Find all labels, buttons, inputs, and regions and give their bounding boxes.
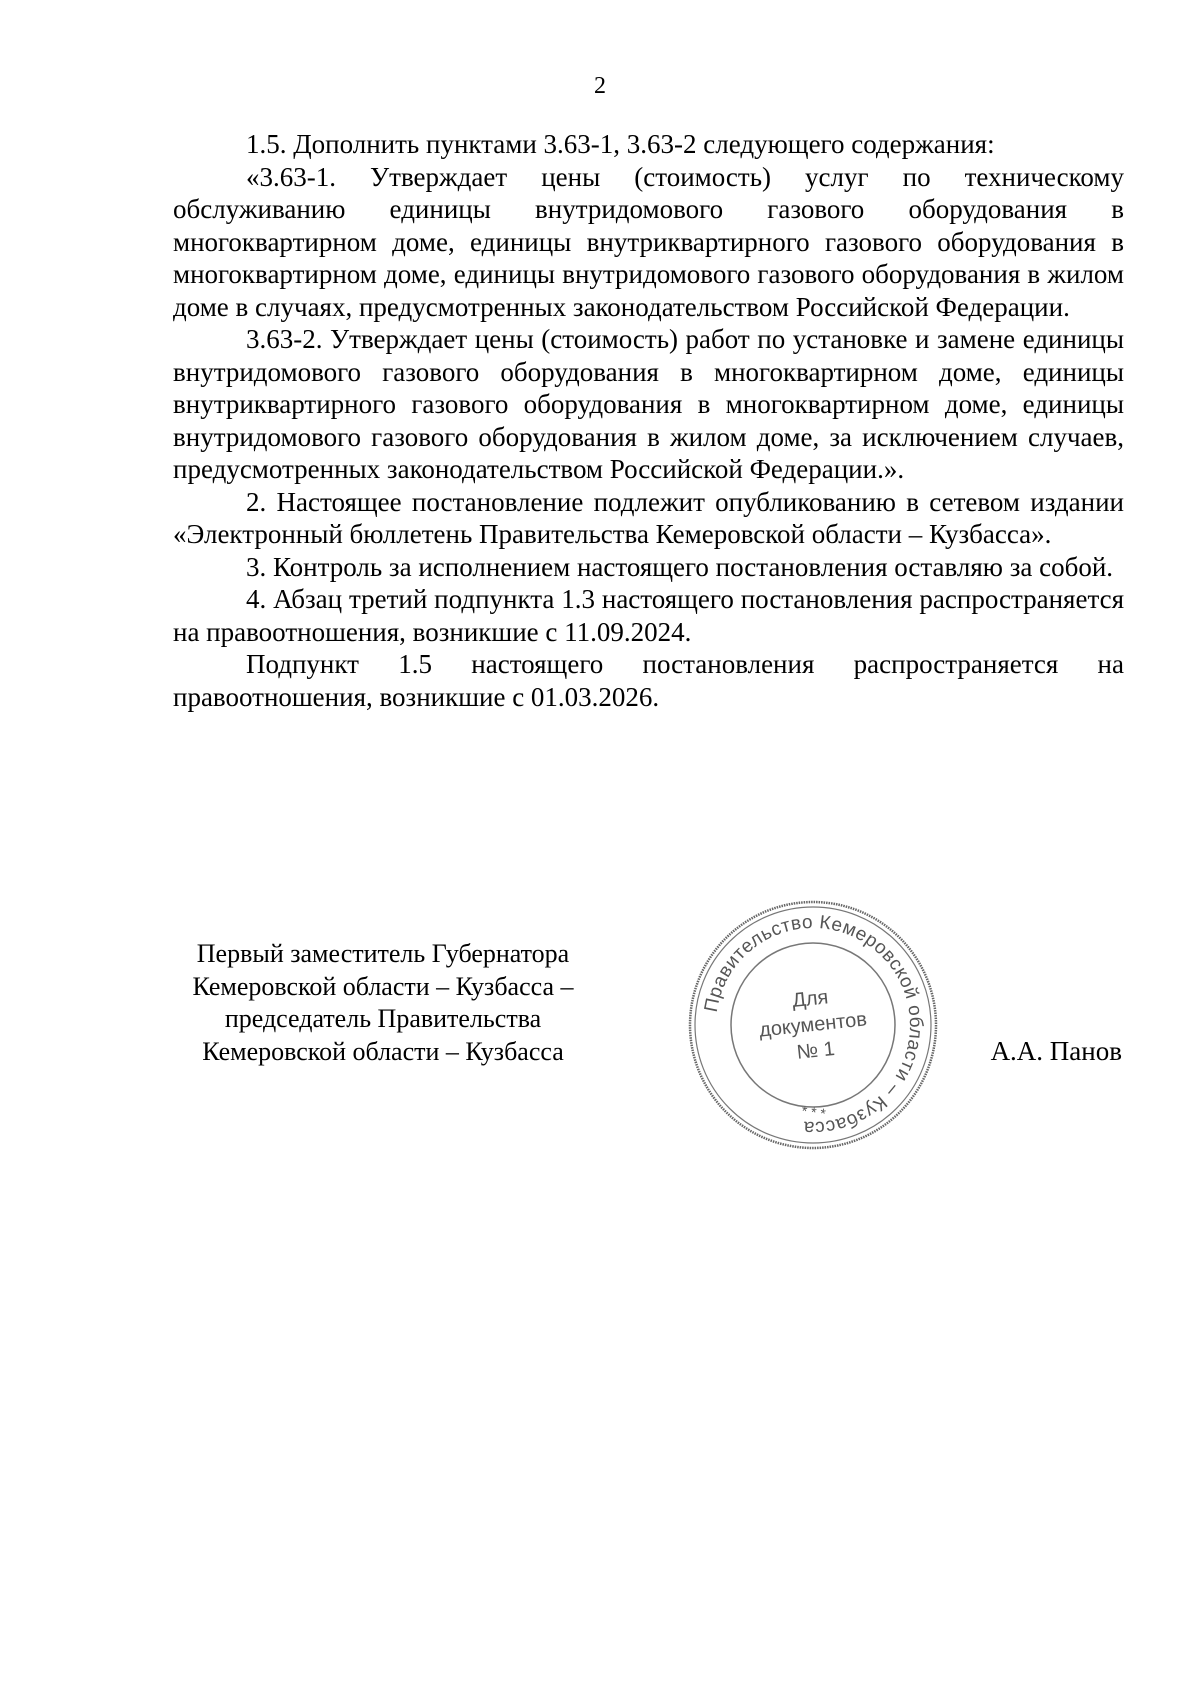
signatory-title-line: председатель Правительства <box>224 1004 542 1033</box>
signatory-title-line: Кемеровской области – Кузбасса <box>202 1036 564 1066</box>
signatory-title-line: Первый заместитель Губернатора <box>196 939 570 968</box>
stamp-ring-text: Правительство Кемеровской области – Кузбасса <box>700 911 927 1139</box>
signatory-title-line: Кемеровской области – Кузбасса – <box>192 971 574 1001</box>
paragraph-2-publication: 2. Настоящее постановление подлежит опубликованию в сетевом издании «Электронный бюллетень Правительства Кемеровской области – Кузбасса». <box>173 486 1124 549</box>
paragraph-1-5: 1.5. Дополнить пунктами 3.63-1, 3.63-2 следующего содержания: <box>246 129 995 159</box>
stamp-center-line: Для <box>791 986 830 1012</box>
paragraph-3-control: 3. Контроль за исполнением настоящего постановления оставляю за собой. <box>246 551 1114 582</box>
stamp-center-line: № 1 <box>795 1037 836 1064</box>
paragraph-subpoint-1-5: Подпункт 1.5 настоящего постановления распространяется на правоотношения, возникшие с 01.03.2026. <box>173 649 1124 712</box>
official-stamp <box>683 895 943 1155</box>
signatory-title <box>168 938 598 1068</box>
paragraph-3-63-1: «3.63-1. Утверждает цены (стоимость) услуг по техническому обслуживанию единицы внутридомового газового оборудования в многоквартирном доме, единицы внутриквартирного газового оборудования в многоквартирном доме, единицы внутридомового газового оборудования в жилом доме в случаях, предусмотренных законодательством Российской Федерации. <box>173 161 1124 322</box>
paragraph-3-63-2: 3.63-2. Утверждает цены (стоимость) работ по установке и замене единицы внутридомового газового оборудования в многоквартирном доме, единицы внутриквартирного газового оборудования в многоквартирном доме, единицы внутридомового газового оборудования в жилом доме, за исключением случаев, предусмотренных законодательством Российской Федерации.». <box>173 324 1124 484</box>
signatory-name: А.А. Панов <box>990 1036 1122 1066</box>
paragraph-4-effective: 4. Абзац третий подпункта 1.3 настоящего постановления распространяется на правоотношения, возникшие с 11.09.2024. <box>173 584 1124 647</box>
signature-block <box>0 938 1200 1138</box>
document-body <box>173 128 1124 713</box>
stamp-stars: * * * <box>800 1102 827 1122</box>
stamp-center-line: документов <box>758 1008 868 1042</box>
page-number: 2 <box>594 73 606 99</box>
